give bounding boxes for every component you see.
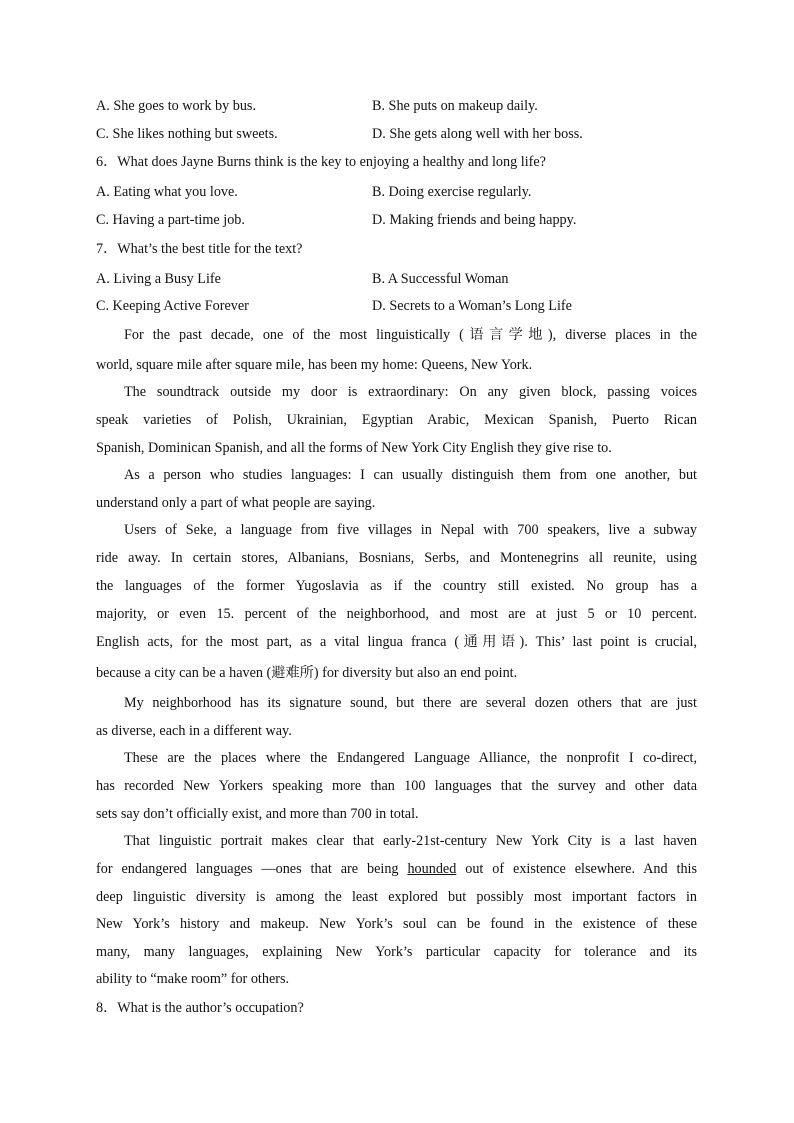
q6-option-a: A. Eating what you love. [96, 184, 238, 200]
q7-option-b: B. A Successful Woman [372, 271, 509, 287]
passage-paragraph-3-line-1: As a person who studies languages: I can usually distinguish them from one another, but [124, 467, 697, 483]
passage-paragraph-6-line-1: These are the places where the Endangered Language Alliance, the nonprofit I co-direct, [124, 750, 697, 766]
passage-paragraph-2-line-2: speak varieties of Polish, Ukrainian, Egyptian Arabic, Mexican Spanish, Puerto Rican [96, 412, 697, 428]
q5-option-a: A. She goes to work by bus. [96, 98, 256, 114]
q7-option-a: A. Living a Busy Life [96, 271, 221, 287]
passage-paragraph-2-line-1: The soundtrack outside my door is extraordinary: On any given block, passing voices [124, 384, 697, 400]
q5-option-d: D. She gets along well with her boss. [372, 126, 583, 142]
passage-paragraph-4-line-4: majority, or even 15. percent of the neighborhood, and most are at just 5 or 10 percent. [96, 606, 697, 622]
passage-text: for endangered languages —ones that are being [96, 861, 408, 877]
passage-paragraph-4-line-1: Users of Seke, a language from five villages in Nepal with 700 speakers, live a subway [124, 522, 697, 538]
passage-paragraph-4-line-3: the languages of the former Yugoslavia as if the country still existed. No group has a [96, 578, 697, 594]
passage-paragraph-4-line-2: ride away. In certain stores, Albanians, Bosnians, Serbs, and Montenegrins all reunite, using [96, 550, 697, 566]
q5-option-b: B. She puts on makeup daily. [372, 98, 538, 114]
question-7: 7．What’s the best title for the text? [96, 241, 303, 257]
passage-paragraph-7-line-4: New York’s history and makeup. New York’s soul can be found in the existence of these [96, 916, 697, 932]
passage-paragraph-1-line-1: For the past decade, one of the most linguistically (语言学地), diverse places in the [124, 327, 697, 343]
passage-paragraph-2-line-3: Spanish, Dominican Spanish, and all the forms of New York City English they give rise to. [96, 440, 612, 456]
passage-paragraph-4-line-5: English acts, for the most part, as a vital lingua franca (通用语). This’ last point is crucial, [96, 634, 697, 650]
q6-option-d: D. Making friends and being happy. [372, 212, 577, 228]
passage-paragraph-7-line-1: That linguistic portrait makes clear that early-21st-century New York City is a last haven [124, 833, 697, 849]
q6-option-b: B. Doing exercise regularly. [372, 184, 532, 200]
q5-option-c: C. She likes nothing but sweets. [96, 126, 278, 142]
underlined-word-hounded: hounded [407, 861, 457, 877]
passage-paragraph-3-line-2: understand only a part of what people are saying. [96, 495, 376, 511]
passage-text: out of existence elsewhere. And this [456, 861, 697, 877]
q6-option-c: C. Having a part-time job. [96, 212, 245, 228]
passage-paragraph-7-line-2 [96, 859, 697, 879]
passage-paragraph-7-line-3: deep linguistic diversity is among the least explored but possibly most important factors in [96, 889, 697, 905]
passage-paragraph-4-line-6: because a city can be a haven (避难所) for diversity but also an end point. [96, 665, 518, 681]
passage-paragraph-7-line-6: ability to “make room” for others. [96, 971, 290, 987]
passage-paragraph-5-line-2: as diverse, each in a different way. [96, 723, 292, 739]
passage-paragraph-6-line-3: sets say don’t officially exist, and more than 700 in total. [96, 806, 419, 822]
passage-paragraph-5-line-1: My neighborhood has its signature sound, but there are several dozen others that are just [124, 695, 697, 711]
question-8: 8．What is the author’s occupation? [96, 1000, 304, 1016]
passage-paragraph-6-line-2: has recorded New Yorkers speaking more than 100 languages that the survey and other data [96, 778, 697, 794]
q7-option-d: D. Secrets to a Woman’s Long Life [372, 298, 572, 314]
passage-paragraph-1-line-2: world, square mile after square mile, has been my home: Queens, New York. [96, 357, 533, 373]
question-6: 6．What does Jayne Burns think is the key to enjoying a healthy and long life? [96, 154, 546, 170]
passage-paragraph-7-line-5: many, many languages, explaining New York’s particular capacity for tolerance and its [96, 944, 697, 960]
q7-option-c: C. Keeping Active Forever [96, 298, 249, 314]
